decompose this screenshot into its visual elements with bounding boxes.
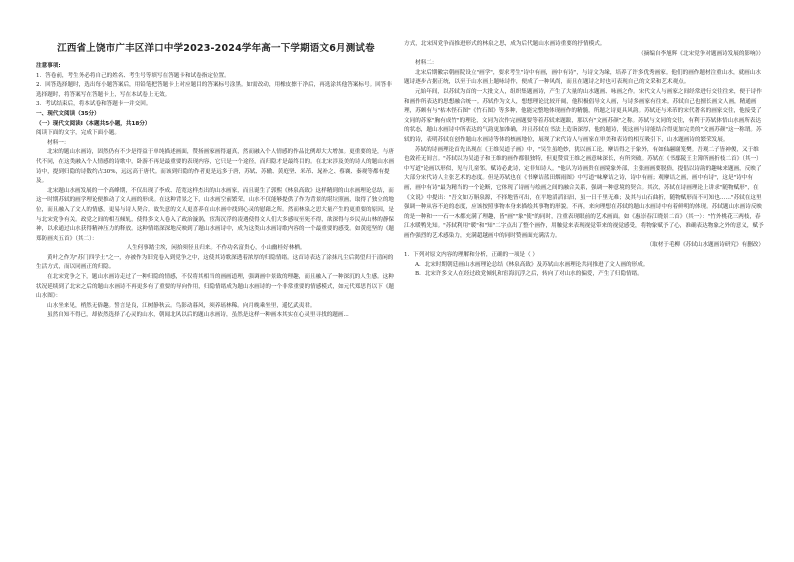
source-citation: （取材于毛柳《苏轼山水题画诗研究》有删改） xyxy=(646,242,764,249)
poem: 人生何事踏尘埃，闲拾须径且归来。不作功名富贵心，小山幽桂好林栖。 xyxy=(126,245,306,252)
question: 1．下列对原文内容的理解和分析，正确的一项是（ ） xyxy=(404,252,538,259)
poem: 山水坐来见，梢然无俗趣。誓言是良，江树静秋云。鸟影动暮风，须养瑶林稀。向月晚乘坐里，遥忆武夷君。 xyxy=(47,302,316,309)
paragraph: 苏轼的诗画理论首先出现在《王维吴道子画》中，"吴生虽绝妙，犹以画工论。摩诘得之于象外，有如仙翮谢笼樊。吾观二子皆神俊，又于维也敛衽无间言。"苏轼以为吴道子和王维的画作都很独特，但更赞赏王维之画意味深长，有所突破。苏轼在《书鄢陵王主簿所画折枝二首》（其一）中写道"论画以形似，见与儿童邻。赋诗必此诗，定非知诗人。"他认为诗画贵在画境象外部，主张画画要脱俗，提倡以诗韵的趣味来题画，反映了大部分宋代诗人主张艺术的态度。但是苏轼也在《书摩诘蓝田烟雨图》中写道"味摩诘之诗，诗中有画；观摩诘之画，画中有诗"，这是"诗中有画，画中有诗"最为精当的一个论断，它体现了诗画与绘画之间的融合关系，强调一种意境的契合。其次，苏轼在诗画理论上讲求"随物赋形"，在《文说》中提出："吾文如万斛泉源，不择地皆可出，在平地滔滔汩汩，虽一日千里无难；及其与山石曲折，随物赋形而不可知也……"苏轼在这里强调一种从容不迫的态度，应该按照事物本身来描绘其事物的形貌。不再，来向理想在苏轼的题山水画诗中有着鲜明的体现。苏轼题山水画诗反映的是一种和一一石一木都充满了理趣，皆"画""象"使"的同时，注重表现眼前的艺术画面。如《惠崇春江晓景二首》（其一）："竹外桃花三两枝，春江水暖鸭先知。"苏轼利用"暖"和"知"二字点出了整个画作，用触觉来表现视觉带来的视觉感受，将物象赋予了心，准确表达物象之外的意义，赋予画作强烈的艺术感染力，充满超越画中的同时赞画面充满活力。 xyxy=(404,146,764,239)
source-citation: （摘编自李旭辉《北宋党争对题画诗发展的影响》） xyxy=(638,50,764,57)
notice-heading: 注意事项: xyxy=(36,63,61,69)
notice-item: 3．考试结束后，将本试卷和答题卡一并交回。 xyxy=(36,101,152,108)
option-b: B．北宋许多文人在经过政党倾轧和宦海沉浮之后，转向了对山水的偏爱，产生了归隐情绪。 xyxy=(415,271,643,278)
paragraph: 北宋的题山水画诗，固然仍有不少是得益于单纯描述画面，赞扬画家画得逼真，然而融入个人情感的作品比例却大大增加。更重要的是，与唐代不同，在这类融入个人情感的诗歌中，卧游不再是最重要的表现内容，它只是一个途径，而归隐才是最终目的。在北宋涉及美的诗人的题山水画诗中，提到归隐的诗数约占30%，远远高于唐代。而该到归隐的作者更是远多于唐，苏轼、苏辙、黄庭坚、米芾、晁补之、蔡襄、秦观等都有提及。 xyxy=(36,149,395,185)
paragraph: 方式，北宋因党争而推进形式的林泉之思，成为后代题山水画诗重要的抒情模式。 xyxy=(404,41,606,47)
paragraph: 在北宋党争之下，题山水画诗走过了一种归隐的情感，不仅将其相当的画画道理，强调画中景致的理趣，而且融入了一种深沉的人生感。这种状况延续到了北宋之后的题山水画诗不再更多有了重要的导向作用，归隐情绪成为题山水画诗的一个非常重要的情感模式，如元代郑思肖以下《题山水图》： xyxy=(36,274,395,300)
paragraph: 元始年间，以苏轼为首的一大批文人，组织集题画诗，产生了大量的山水题画、咏画之作。宋代文人与画家之间经常进行交往往来，便于诗作和画作所表达的思想融合统一。苏轼作为文人，想想理论比较开阔，他积极倡导文人画，与诗多画家有往来。苏轼自己也擅长画文人画，精通画理，苏颇有与"枯木怪石图"《竹石图》等多种，他能完整地体现画作的精髓，所题之诗更具风韵。苏轼还与米芾的宋代著名的画家交往，他接受了文同的苏家"胸有成竹"的理论，文同为次作完画题要等着苏轼来题跋，那以有"文画苏颜"之称。苏轼与文同的交往，有利于苏轼体悟山水画所表达的状态，题山水画诗中所表达的气韵更加准确，并且苏轼在书法上造诣深厚，他的题诗，使这画与诗能结合得更加完美的"文画苏颜"这一称谓。苏轼的诗，表明苏轼在创作题山水画诗等体的核画地位，展现了宋代诗人与画家在审美和表诗的相互吸引下，山水题画诗的繁荣发展。 xyxy=(404,88,762,143)
option-a: A．北宋时期朝廷画山水画理论总结《林泉高致》及苏轼山水画理论共同推进了文人画的形成。 xyxy=(415,261,649,268)
instruction: 阅读下面的文字，完成下面小题。 xyxy=(36,130,120,137)
subsection-heading: （一）现代文阅读Ⅰ（本题共5小题，共18分） xyxy=(36,120,151,127)
notice-item: 2．回答选择题时，选出每小题答案后，用铅笔把答题卡上对应题目的答案标号涂黑。如需改动，用橡皮擦干净后，再选涂其他答案标号。回答非选择题时，将答案写在答题卡上，写在本试卷上无效。 xyxy=(36,82,392,98)
exam-title: 江西省上饶市广丰区洋口中学2023-2024学年高一下学期语文6月测试卷 xyxy=(57,43,375,54)
section-heading: 一、现代文阅读（35分） xyxy=(36,110,100,117)
paragraph: 北宋题山水画发展的一个高峰期，不仅出现了李成、范宽这样杰出的山水画家，而且诞生了郭熙《林泉高致》这样精到的山水画理论总结，而这一时期苏轼的画学理论便推动了文人画的形成。在这种背景之下，山水画空前繁荣，山水不仅能够提供了作为背景的堪垃照画，取得了独立的地位，而且融入了文人的情感，更易与诗人契合。故失意的文人更喜养在山水画中找到心灵的慰藉之所。然而林泉之思大量产生的更重要的原因，是与北宋党争有关。政党之间的相互倾轧，使得多文人卷入了政治漩涡，宦海沉浮的凌遇使得文人们大多感叹至死不得，欲深得与乡民从山林的静保神，以求通过山水获得精神压力的释放。这种情绪深深地反映到了题山水画诗中，成为这类山水画诗歌内容的一个最重要的感受。如黄庭坚的《题郑防画夹五首》（其二）： xyxy=(36,187,395,242)
paragraph: 虽然自知不得已，却依然选择了心灵的山水，朝闻北风以后的题山水画诗，虽然是这样一种画本其实在心灵里寻找的题画... xyxy=(47,312,349,319)
material-label: 材料一： xyxy=(47,139,70,146)
notice-item: 1．答卷前，考生务必将自己的姓名、考生号等填写在答题卡和试卷指定位置。 xyxy=(36,72,230,79)
material-label: 材料二： xyxy=(415,60,438,67)
paragraph: 黄叶之作为"苏门四学士"之一，亦被作为旧党卷入到党争之中，这使其诗歌深透着浓厚的归隐情绪。这首诗表达了涂抹凡尘后渴望归于清闲的生活方式，而以同画正的归隐。 xyxy=(36,254,394,271)
paragraph: 北宋后期徽宗朝画院设立"画学"，要求考生"诗中有画，画中有诗"，与诗文为缘，培养了许多优秀画家。他们的画作题材注重山水，就画山水题诗逐步占据正统，以至于山水画上题咏诗作，便成了一种风尚，而且在题诗之时也可表现自己的文采和艺术观点。 xyxy=(404,69,761,86)
